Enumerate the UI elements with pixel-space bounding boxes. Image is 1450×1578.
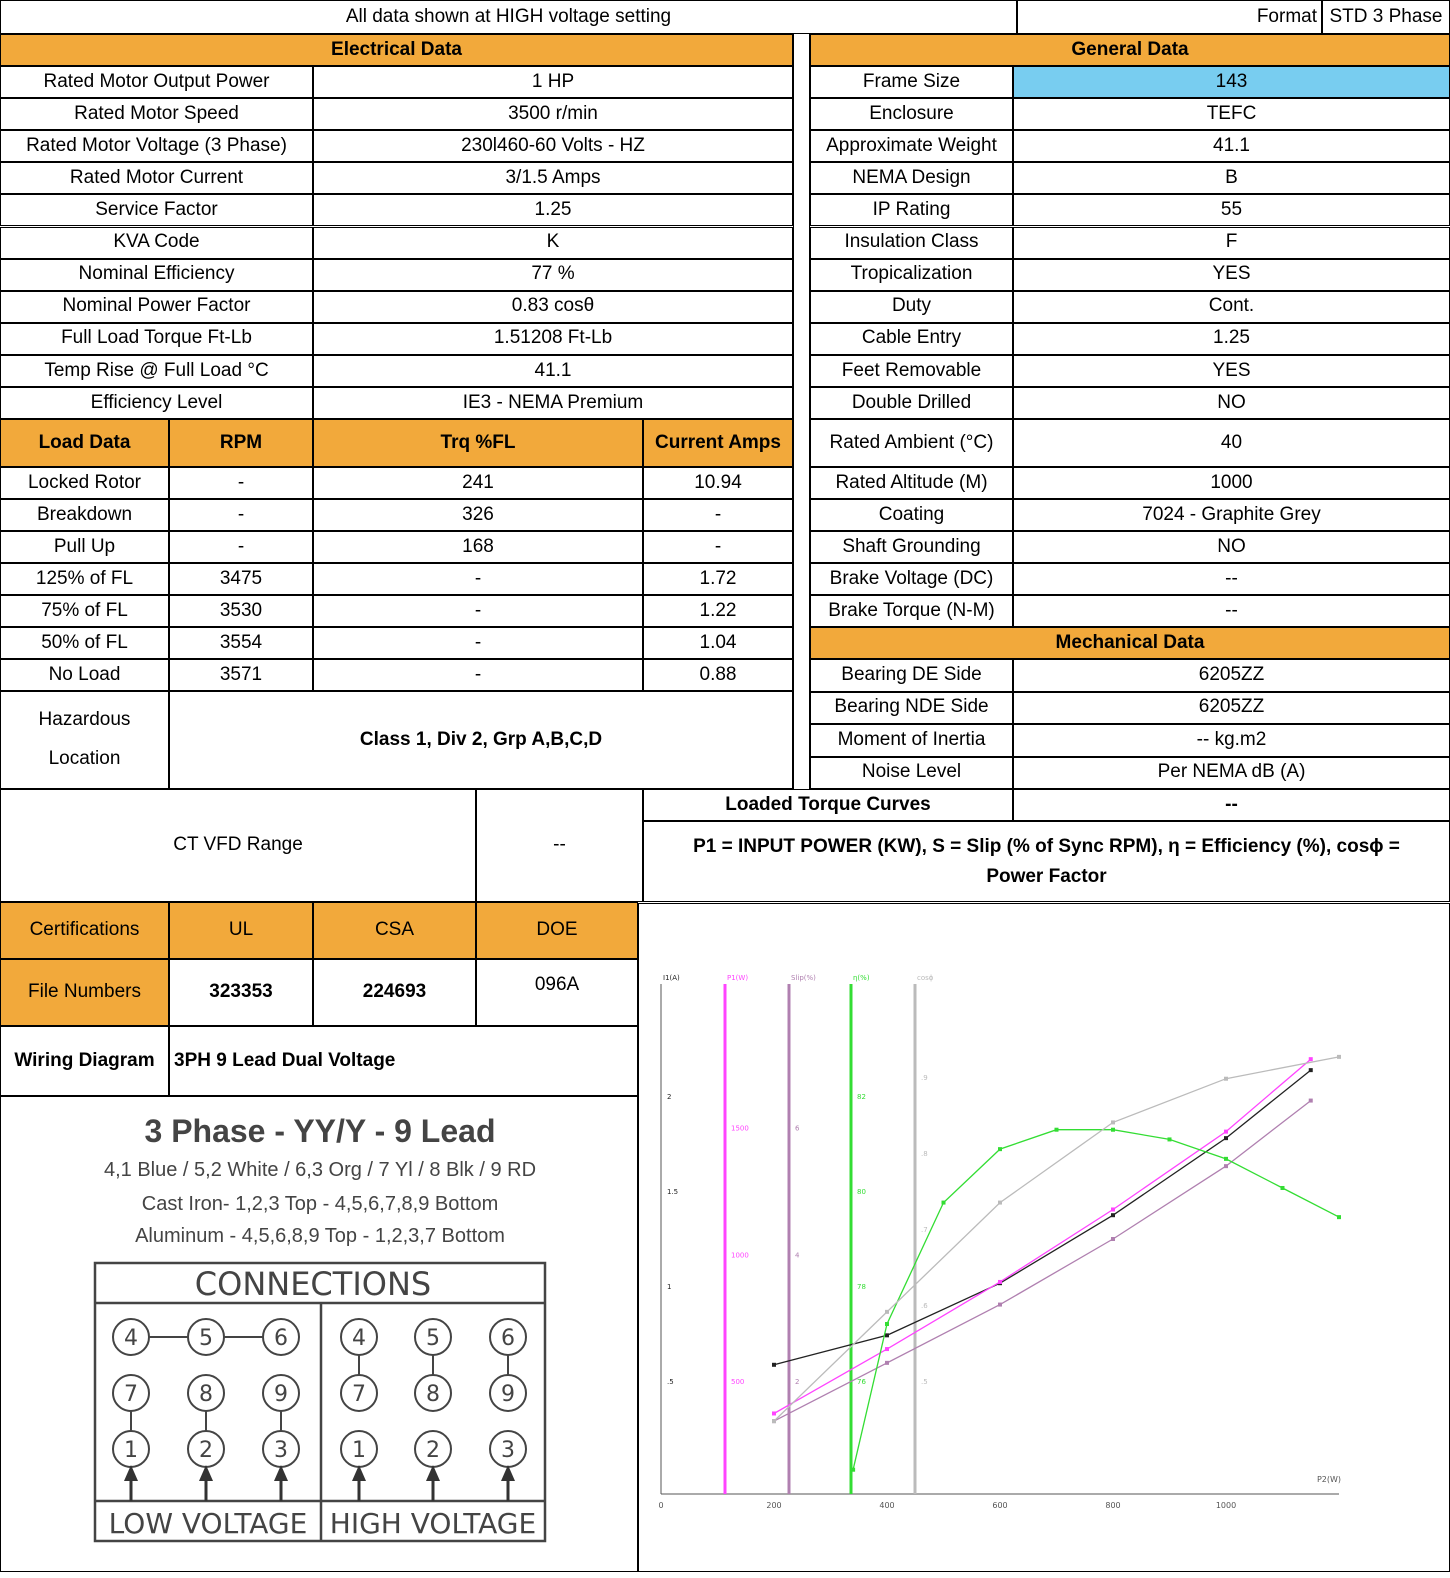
series-point bbox=[1224, 1164, 1228, 1168]
mechanical-label: Bearing NDE Side bbox=[810, 692, 1013, 725]
series-point bbox=[1111, 1128, 1115, 1132]
general-label: Shaft Grounding bbox=[810, 531, 1013, 563]
low-voltage-label: LOW VOLTAGE bbox=[108, 1507, 308, 1540]
supply-arrow-head bbox=[199, 1465, 213, 1481]
y-tick-label: 4 bbox=[795, 1251, 800, 1260]
performance-chart-svg bbox=[639, 904, 1450, 1573]
general-value: F bbox=[1013, 227, 1450, 259]
load-value: 3571 bbox=[169, 659, 313, 691]
load-data-header: Load Data bbox=[0, 419, 169, 467]
csa-file-number: 224693 bbox=[313, 959, 476, 1026]
electrical-value: 3500 r/min bbox=[313, 98, 793, 130]
mechanical-label: Noise Level bbox=[810, 757, 1013, 790]
y-tick-label: 80 bbox=[857, 1188, 866, 1196]
terminal-number: 6 bbox=[274, 1326, 288, 1351]
series-point bbox=[1309, 1099, 1313, 1103]
electrical-label: Efficiency Level bbox=[0, 387, 313, 419]
general-label: Approximate Weight bbox=[810, 130, 1013, 162]
load-value: 1.22 bbox=[643, 595, 793, 627]
general-label: Rated Ambient (°C) bbox=[810, 419, 1013, 467]
load-point-label: No Load bbox=[0, 659, 169, 691]
load-value: - bbox=[643, 531, 793, 563]
electrical-value: 1 HP bbox=[313, 66, 793, 98]
ul-header: UL bbox=[169, 902, 313, 959]
y-tick-label: 1500 bbox=[731, 1124, 749, 1133]
y-tick-label: .7 bbox=[921, 1226, 928, 1234]
hazardous-location-label bbox=[0, 691, 169, 789]
x-tick-label: 200 bbox=[766, 1501, 782, 1510]
vfd-range-value: -- bbox=[476, 789, 643, 902]
general-value: YES bbox=[1013, 259, 1450, 291]
y-axis-name: I1(A) bbox=[663, 974, 680, 982]
mechanical-label: Bearing DE Side bbox=[810, 659, 1013, 692]
electrical-value: K bbox=[313, 227, 793, 259]
connections-diagram bbox=[1, 1097, 639, 1573]
series-point bbox=[851, 1468, 855, 1472]
general-label: NEMA Design bbox=[810, 162, 1013, 194]
format-label: Format bbox=[1017, 0, 1322, 34]
supply-arrow-head bbox=[352, 1465, 366, 1481]
terminal-number: 1 bbox=[124, 1438, 138, 1463]
general-label: Insulation Class bbox=[810, 227, 1013, 259]
general-label: Brake Torque (N-M) bbox=[810, 595, 1013, 627]
series-line bbox=[853, 1130, 1339, 1470]
series-point bbox=[885, 1322, 889, 1326]
general-label: Cable Entry bbox=[810, 323, 1013, 355]
electrical-label: Rated Motor Output Power bbox=[0, 66, 313, 98]
general-label: Enclosure bbox=[810, 98, 1013, 130]
general-value: 7024 - Graphite Grey bbox=[1013, 499, 1450, 531]
general-label: Double Drilled bbox=[810, 387, 1013, 419]
load-value: 326 bbox=[313, 499, 643, 531]
general-value: 40 bbox=[1013, 419, 1450, 467]
terminal-number: 2 bbox=[426, 1438, 440, 1463]
terminal-number: 4 bbox=[352, 1326, 366, 1351]
terminal-number: 8 bbox=[426, 1382, 440, 1407]
series-point bbox=[998, 1280, 1002, 1284]
load-value: - bbox=[313, 595, 643, 627]
hazardous-line1: Hazardous bbox=[38, 709, 131, 731]
general-value: 41.1 bbox=[1013, 130, 1450, 162]
series-point bbox=[1168, 1137, 1172, 1141]
load-point-label: 75% of FL bbox=[0, 595, 169, 627]
series-point bbox=[1111, 1207, 1115, 1211]
series-point bbox=[998, 1201, 1002, 1205]
terminal-number: 9 bbox=[274, 1382, 288, 1407]
y-axis-name: cosϕ bbox=[917, 974, 934, 982]
x-tick-label: 1000 bbox=[1215, 1501, 1237, 1510]
wiring-diagram-value: 3PH 9 Lead Dual Voltage bbox=[169, 1026, 638, 1096]
column-separator bbox=[793, 34, 810, 789]
torque-curves-label: Loaded Torque Curves bbox=[643, 789, 1013, 821]
terminal-number: 3 bbox=[274, 1438, 288, 1463]
terminal-number: 5 bbox=[426, 1326, 440, 1351]
electrical-value: 1.25 bbox=[313, 194, 793, 226]
series-point bbox=[885, 1361, 889, 1365]
y-axis-name: Slip(%) bbox=[791, 974, 816, 982]
supply-arrow-head bbox=[501, 1465, 515, 1481]
mechanical-value: Per NEMA dB (A) bbox=[1013, 757, 1450, 790]
electrical-label: Service Factor bbox=[0, 194, 313, 226]
x-tick-label: 400 bbox=[879, 1501, 895, 1510]
electrical-label: Nominal Efficiency bbox=[0, 259, 313, 291]
load-value: - bbox=[169, 467, 313, 499]
load-value: - bbox=[169, 499, 313, 531]
wiring-diagram-label: Wiring Diagram bbox=[0, 1026, 169, 1096]
load-value: 3554 bbox=[169, 627, 313, 659]
y-tick-label: 82 bbox=[857, 1093, 866, 1101]
general-data-title: General Data bbox=[810, 34, 1450, 66]
series-point bbox=[772, 1419, 776, 1423]
y-tick-label: 2 bbox=[667, 1093, 672, 1101]
series-line bbox=[774, 1070, 1311, 1365]
load-value: 10.94 bbox=[643, 467, 793, 499]
terminal-number: 6 bbox=[501, 1326, 515, 1351]
electrical-label: Nominal Power Factor bbox=[0, 291, 313, 323]
load-value: 1.72 bbox=[643, 563, 793, 595]
series-point bbox=[1309, 1068, 1313, 1072]
performance-chart bbox=[638, 903, 1450, 1572]
series-point bbox=[998, 1303, 1002, 1307]
electrical-label: Temp Rise @ Full Load °C bbox=[0, 355, 313, 387]
load-point-label: Locked Rotor bbox=[0, 467, 169, 499]
series-line bbox=[774, 1101, 1311, 1422]
supply-arrow-head bbox=[274, 1465, 288, 1481]
hazardous-line2: Location bbox=[48, 748, 121, 769]
terminal-number: 8 bbox=[199, 1382, 213, 1407]
supply-arrow-head bbox=[426, 1465, 440, 1481]
general-label: Frame Size bbox=[810, 66, 1013, 98]
general-value: Cont. bbox=[1013, 291, 1450, 323]
series-point bbox=[1111, 1213, 1115, 1217]
load-point-label: 50% of FL bbox=[0, 627, 169, 659]
general-label: Duty bbox=[810, 291, 1013, 323]
wiring-cast-iron-line: Cast Iron- 1,2,3 Top - 4,5,6,7,8,9 Bottom bbox=[141, 1193, 499, 1215]
series-point bbox=[772, 1363, 776, 1367]
load-value: - bbox=[313, 563, 643, 595]
electrical-value: 0.83 cosθ bbox=[313, 291, 793, 323]
general-value: NO bbox=[1013, 387, 1450, 419]
y-tick-label: 1 bbox=[667, 1283, 672, 1291]
terminal-group bbox=[113, 1319, 526, 1501]
load-value: 3475 bbox=[169, 563, 313, 595]
frame-size-value: 143 bbox=[1013, 66, 1450, 98]
general-value: B bbox=[1013, 162, 1450, 194]
y-axis-name: P1(W) bbox=[727, 974, 749, 982]
series-point bbox=[1111, 1237, 1115, 1241]
general-label: Tropicalization bbox=[810, 259, 1013, 291]
y-tick-label: 500 bbox=[731, 1378, 745, 1386]
torque-header: Trq %FL bbox=[313, 419, 643, 467]
terminal-number: 7 bbox=[124, 1382, 138, 1407]
series-point bbox=[772, 1411, 776, 1415]
terminal-number: 2 bbox=[199, 1438, 213, 1463]
electrical-value: 1.51208 Ft-Lb bbox=[313, 323, 793, 355]
series-point bbox=[998, 1147, 1002, 1151]
voltage-note: All data shown at HIGH voltage setting bbox=[0, 0, 1017, 34]
y-tick-label: .8 bbox=[921, 1150, 928, 1158]
csa-header: CSA bbox=[313, 902, 476, 959]
series-point bbox=[942, 1201, 946, 1205]
x-axis-label: P2(W) bbox=[1316, 1475, 1342, 1484]
terminal-number: 7 bbox=[352, 1382, 366, 1407]
series-point bbox=[1337, 1215, 1341, 1219]
load-value: 0.88 bbox=[643, 659, 793, 691]
series-point bbox=[1309, 1057, 1313, 1061]
connections-title: CONNECTIONS bbox=[194, 1265, 432, 1303]
ul-file-number: 323353 bbox=[169, 959, 313, 1026]
mechanical-value: -- kg.m2 bbox=[1013, 724, 1450, 757]
high-voltage-label: HIGH VOLTAGE bbox=[329, 1507, 537, 1540]
doe-file-number: 096A bbox=[476, 959, 638, 1026]
certifications-label: Certifications bbox=[0, 902, 169, 959]
x-tick-label: 600 bbox=[992, 1501, 1008, 1510]
rpm-header: RPM bbox=[169, 419, 313, 467]
electrical-value: 77 % bbox=[313, 259, 793, 291]
y-tick-label: .5 bbox=[921, 1378, 928, 1386]
y-tick-label: .9 bbox=[921, 1074, 928, 1082]
series-point bbox=[1224, 1077, 1228, 1081]
general-value: 1000 bbox=[1013, 467, 1450, 499]
y-tick-label: .5 bbox=[667, 1378, 674, 1386]
torque-curves-value: -- bbox=[1013, 789, 1450, 821]
load-value: 3530 bbox=[169, 595, 313, 627]
electrical-label: Rated Motor Speed bbox=[0, 98, 313, 130]
general-value: YES bbox=[1013, 355, 1450, 387]
x-tick-label: 0 bbox=[658, 1501, 664, 1510]
series-point bbox=[1111, 1120, 1115, 1124]
load-value: 1.04 bbox=[643, 627, 793, 659]
y-tick-label: 1000 bbox=[731, 1251, 749, 1260]
general-value: TEFC bbox=[1013, 98, 1450, 130]
general-label: IP Rating bbox=[810, 194, 1013, 226]
load-value: 241 bbox=[313, 467, 643, 499]
series-point bbox=[1055, 1128, 1059, 1132]
electrical-value: 41.1 bbox=[313, 355, 793, 387]
terminal-number: 5 bbox=[199, 1326, 213, 1351]
series-point bbox=[1224, 1136, 1228, 1140]
terminal-number: 9 bbox=[501, 1382, 515, 1407]
mechanical-value: 6205ZZ bbox=[1013, 692, 1450, 725]
general-label: Feet Removable bbox=[810, 355, 1013, 387]
general-value: -- bbox=[1013, 563, 1450, 595]
chart-legend-line2: Power Factor bbox=[986, 865, 1107, 887]
y-tick-label: 76 bbox=[857, 1378, 866, 1386]
series-point bbox=[885, 1310, 889, 1314]
general-value: NO bbox=[1013, 531, 1450, 563]
mechanical-label: Moment of Inertia bbox=[810, 724, 1013, 757]
wiring-diagram-panel bbox=[0, 1096, 638, 1572]
load-value: - bbox=[313, 659, 643, 691]
wiring-aluminum-line: Aluminum - 4,5,6,8,9 Top - 1,2,3,7 Bottom bbox=[135, 1225, 505, 1247]
terminal-number: 4 bbox=[124, 1326, 138, 1351]
electrical-label: KVA Code bbox=[0, 227, 313, 259]
wiring-title: 3 Phase - YY/Y - 9 Lead bbox=[144, 1113, 496, 1149]
load-value: - bbox=[313, 627, 643, 659]
general-label: Brake Voltage (DC) bbox=[810, 563, 1013, 595]
electrical-label: Rated Motor Voltage (3 Phase) bbox=[0, 130, 313, 162]
electrical-value: 230l460-60 Volts - HZ bbox=[313, 130, 793, 162]
series-point bbox=[1224, 1157, 1228, 1161]
series-point bbox=[885, 1347, 889, 1351]
mechanical-data-title: Mechanical Data bbox=[810, 627, 1450, 659]
chart-legend-line1: P1 = INPUT POWER (KW), S = Slip (% of Sync RPM), η = Efficiency (%), cosϕ = bbox=[693, 836, 1400, 858]
hazardous-location-value: Class 1, Div 2, Grp A,B,C,D bbox=[169, 691, 793, 789]
series-point bbox=[1281, 1186, 1285, 1190]
load-point-label: Breakdown bbox=[0, 499, 169, 531]
wiring-color-line: 4,1 Blue / 5,2 White / 6,3 Org / 7 Yl / 8 Blk / 9 RD bbox=[103, 1159, 537, 1181]
load-value: - bbox=[169, 531, 313, 563]
general-label: Coating bbox=[810, 499, 1013, 531]
vfd-range-label: CT VFD Range bbox=[0, 789, 476, 902]
y-axis-name: η(%) bbox=[853, 974, 870, 982]
y-tick-label: 1.5 bbox=[667, 1188, 679, 1196]
electrical-label: Rated Motor Current bbox=[0, 162, 313, 194]
general-value: -- bbox=[1013, 595, 1450, 627]
x-tick-label: 800 bbox=[1105, 1501, 1121, 1510]
terminal-number: 3 bbox=[501, 1438, 515, 1463]
electrical-value: 3/1.5 Amps bbox=[313, 162, 793, 194]
general-label: Rated Altitude (M) bbox=[810, 467, 1013, 499]
electrical-value: IE3 - NEMA Premium bbox=[313, 387, 793, 419]
general-value: 1.25 bbox=[1013, 323, 1450, 355]
y-tick-label: .6 bbox=[921, 1302, 928, 1310]
y-tick-label: 6 bbox=[795, 1124, 800, 1133]
load-point-label: 125% of FL bbox=[0, 563, 169, 595]
current-header: Current Amps bbox=[643, 419, 793, 467]
series-line bbox=[774, 1059, 1311, 1413]
electrical-data-title: Electrical Data bbox=[0, 34, 793, 66]
series-line bbox=[774, 1057, 1339, 1421]
y-tick-label: 2 bbox=[795, 1378, 800, 1386]
series-point bbox=[1224, 1130, 1228, 1134]
doe-header: DOE bbox=[476, 902, 638, 959]
format-value: STD 3 Phase bbox=[1322, 0, 1450, 34]
supply-arrow-head bbox=[124, 1465, 138, 1481]
mechanical-value: 6205ZZ bbox=[1013, 659, 1450, 692]
series-point bbox=[885, 1333, 889, 1337]
terminal-number: 1 bbox=[352, 1438, 366, 1463]
general-value: 55 bbox=[1013, 194, 1450, 226]
chart-legend-text bbox=[643, 821, 1450, 902]
load-value: - bbox=[643, 499, 793, 531]
file-numbers-label: File Numbers bbox=[0, 959, 169, 1026]
load-point-label: Pull Up bbox=[0, 531, 169, 563]
electrical-label: Full Load Torque Ft-Lb bbox=[0, 323, 313, 355]
load-value: 168 bbox=[313, 531, 643, 563]
y-tick-label: 78 bbox=[857, 1283, 866, 1291]
series-point bbox=[1337, 1055, 1341, 1059]
